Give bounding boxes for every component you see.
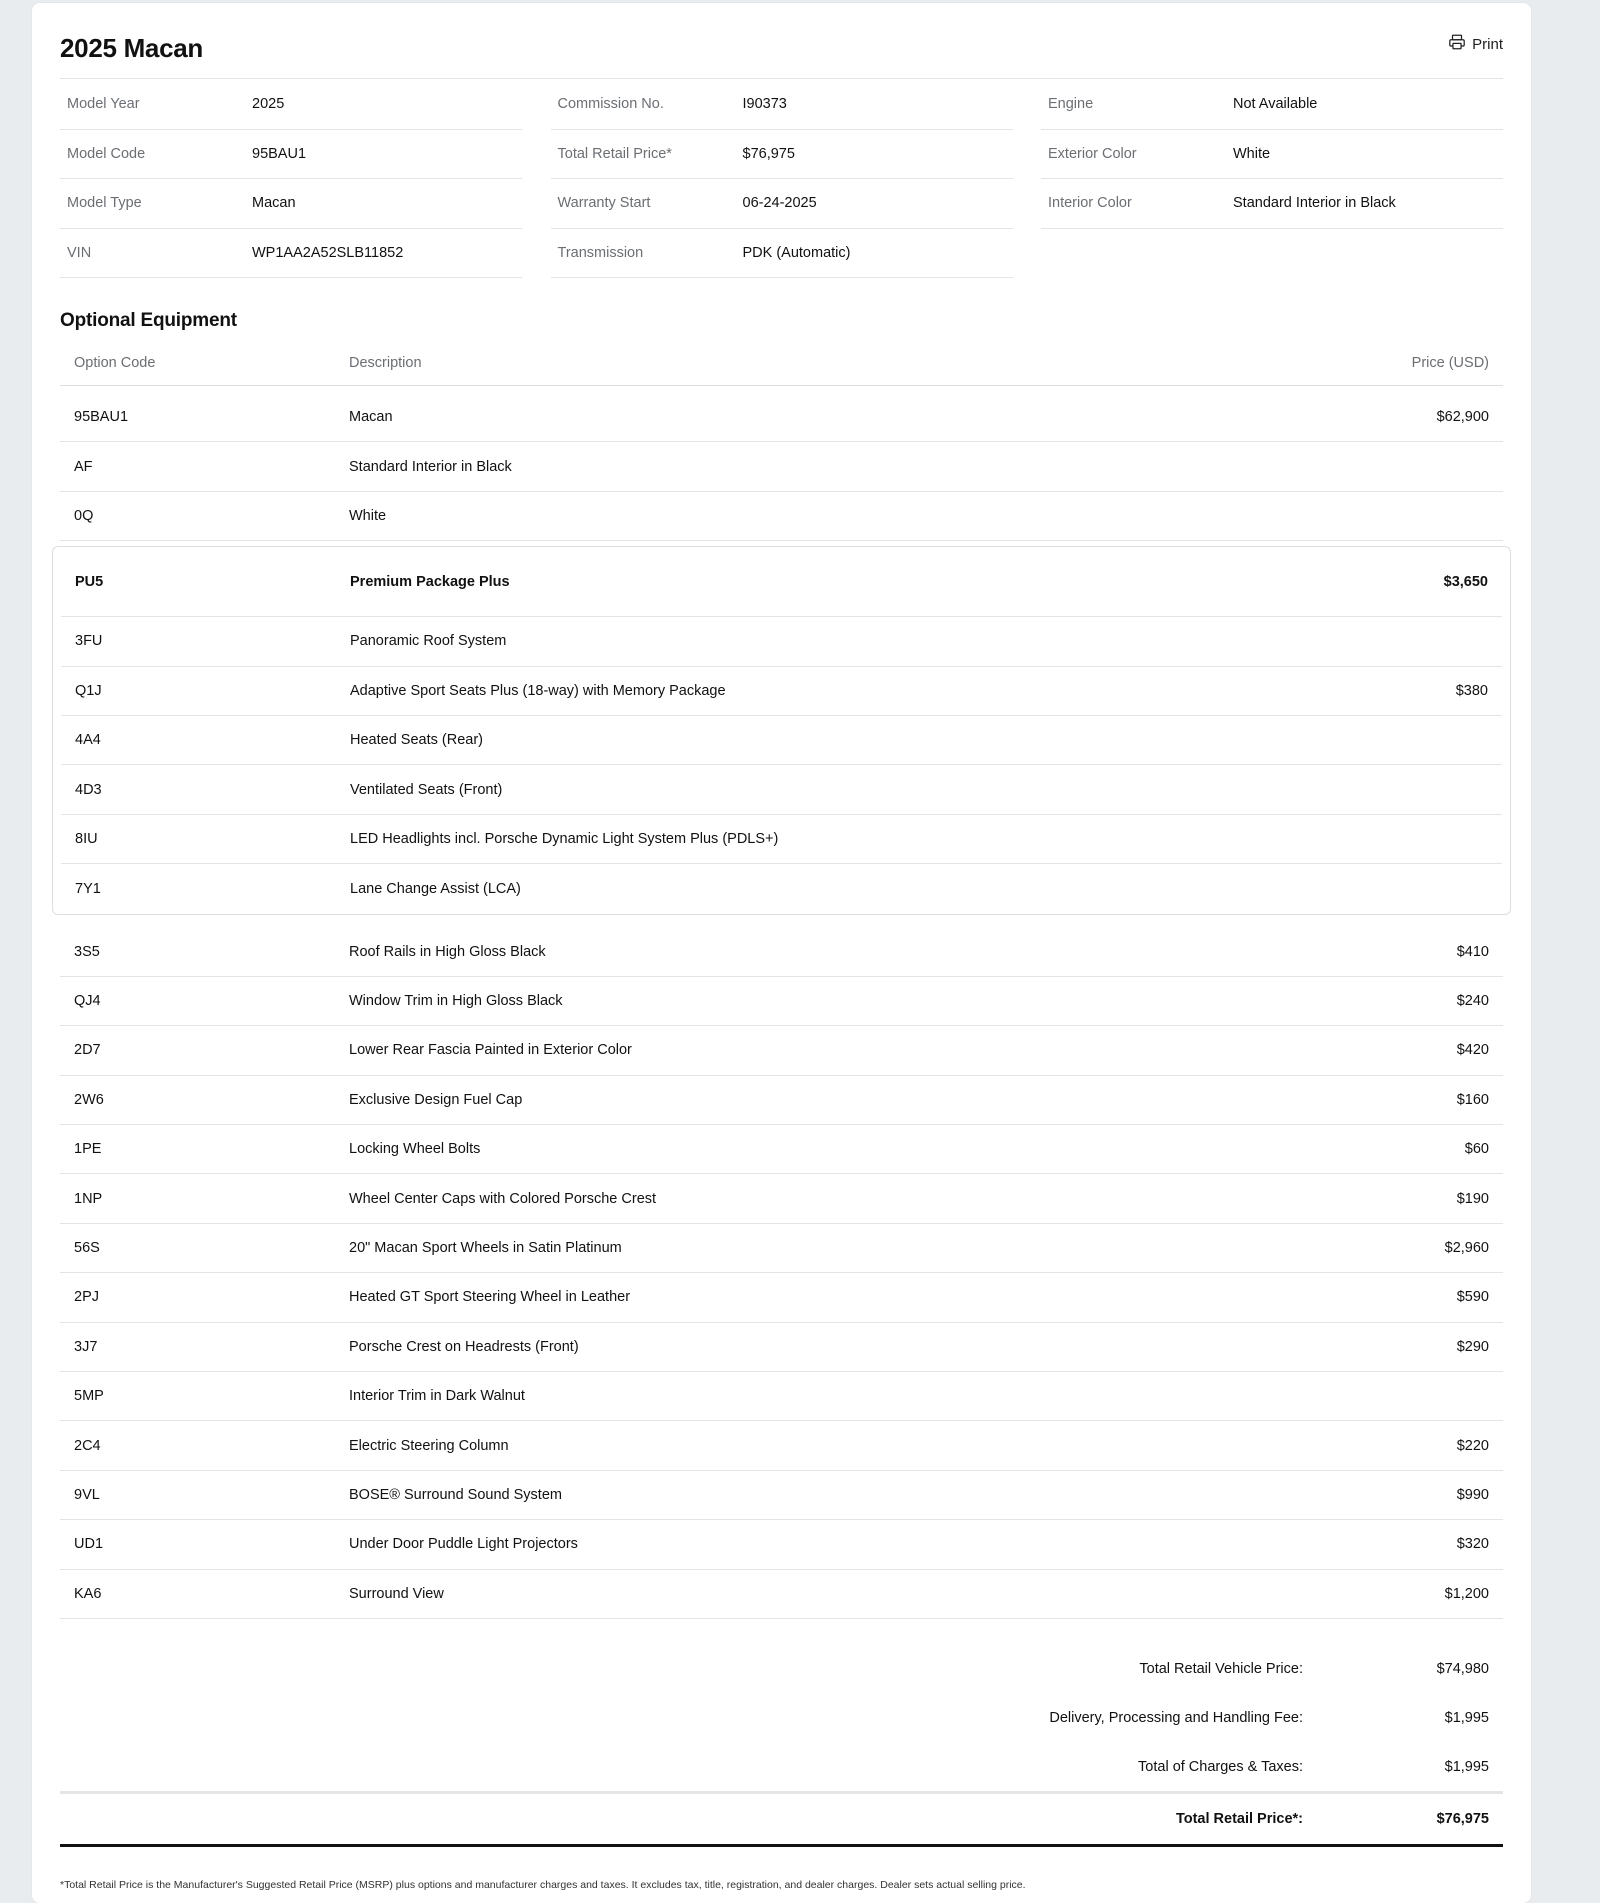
spec-label: Total Retail Price* (557, 145, 672, 162)
spec-row (60, 130, 522, 180)
option-row (60, 1471, 1503, 1520)
spec-column-1 (60, 80, 522, 278)
spec-value: PDK (Automatic) (742, 244, 851, 261)
spec-label: Exterior Color (1048, 145, 1137, 162)
total-value: $1,995 (1444, 1709, 1489, 1726)
option-row (61, 815, 1502, 864)
option-row (60, 1570, 1503, 1619)
option-row (61, 765, 1502, 814)
option-code: 3FU (75, 633, 103, 650)
spec-row (551, 229, 1013, 279)
spec-column-2 (551, 80, 1013, 278)
header-option-code: Option Code (74, 354, 156, 371)
spec-label: Interior Color (1048, 195, 1132, 212)
header-price: Price (USD) (1411, 354, 1489, 371)
option-row (60, 1125, 1503, 1174)
option-price: $190 (1456, 1190, 1489, 1207)
option-code: 3S5 (74, 943, 100, 960)
option-price: $380 (1455, 682, 1488, 699)
option-description: 20" Macan Sport Wheels in Satin Platinum (349, 1240, 622, 1257)
total-row (60, 1693, 1503, 1742)
total-retail-price-value: $76,975 (1436, 1811, 1489, 1827)
option-code: 1PE (74, 1141, 102, 1158)
option-row (60, 442, 1503, 491)
spec-label: Model Code (67, 145, 146, 162)
option-price: $160 (1456, 1091, 1489, 1108)
option-description: LED Headlights incl. Porsche Dynamic Light System Plus (PDLS+) (350, 830, 779, 847)
option-code: Q1J (75, 682, 102, 699)
option-code: 2PJ (74, 1289, 99, 1306)
option-code: 2C4 (74, 1437, 101, 1454)
option-price: $410 (1456, 943, 1489, 960)
spec-label: Model Year (67, 96, 140, 113)
option-code: 95BAU1 (74, 409, 129, 426)
option-description: BOSE® Surround Sound System (349, 1487, 562, 1503)
spec-row (1041, 80, 1503, 130)
option-description: Standard Interior in Black (349, 458, 512, 475)
option-code: QJ4 (74, 993, 101, 1010)
header-divider (60, 78, 1503, 79)
total-bottom-rule (60, 1844, 1503, 1847)
price-totals (60, 1644, 1503, 1847)
option-code: 7Y1 (75, 880, 101, 897)
total-retail-price-row (60, 1794, 1503, 1844)
option-code: 2D7 (74, 1042, 101, 1059)
header-description: Description (349, 354, 422, 371)
option-description: Heated GT Sport Steering Wheel in Leather (349, 1289, 631, 1306)
option-price: $2,960 (1444, 1240, 1489, 1257)
spec-label: Commission No. (557, 96, 664, 113)
option-price: $320 (1456, 1536, 1489, 1553)
option-description: Locking Wheel Bolts (349, 1141, 481, 1158)
spec-value: 06-24-2025 (742, 195, 817, 212)
options-table-header (60, 340, 1503, 386)
option-price: $240 (1456, 993, 1489, 1010)
option-description: Macan (349, 409, 393, 426)
option-row (60, 393, 1503, 442)
spec-value: WP1AA2A52SLB11852 (252, 244, 404, 261)
spec-row (551, 179, 1013, 229)
spec-label: Engine (1048, 96, 1094, 113)
option-code: 1NP (74, 1190, 103, 1207)
option-description: Window Trim in High Gloss Black (349, 993, 563, 1010)
option-description: Wheel Center Caps with Colored Porsche Crest (349, 1190, 657, 1207)
option-price: $1,200 (1444, 1585, 1489, 1602)
option-row (60, 928, 1503, 977)
spec-value: Macan (252, 195, 296, 212)
option-price: $220 (1456, 1437, 1489, 1454)
option-row (60, 1174, 1503, 1223)
spec-row (60, 229, 522, 279)
total-value: $1,995 (1444, 1758, 1489, 1775)
vehicle-details-card (32, 3, 1531, 1903)
option-code: 0Q (74, 507, 94, 524)
option-row (60, 1076, 1503, 1125)
price-footnote: *Total Retail Price is the Manufacturer's Suggested Retail Price (MSRP) plus options and manufacturer charges and taxes. It excludes tax, title, registration, and dealer charges. Dealer sets actual selling price. (60, 1879, 1026, 1891)
option-price: $290 (1456, 1338, 1489, 1355)
total-label: Delivery, Processing and Handling Fee: (1049, 1709, 1303, 1726)
options-table (60, 393, 1503, 1619)
option-code: 2W6 (74, 1091, 104, 1108)
option-code: KA6 (74, 1585, 102, 1602)
option-code: 9VL (74, 1487, 100, 1503)
option-row (61, 617, 1502, 666)
option-description: Panoramic Roof System (350, 633, 507, 650)
spec-label: VIN (67, 244, 92, 261)
option-row (60, 1323, 1503, 1372)
spec-row (1041, 179, 1503, 229)
total-label: Total of Charges & Taxes: (1138, 1758, 1303, 1775)
option-description: Porsche Crest on Headrests (Front) (349, 1338, 579, 1355)
option-code: 56S (74, 1240, 100, 1257)
print-label: Print (1472, 35, 1503, 53)
spec-value: $76,975 (742, 145, 795, 162)
spec-column-3 (1041, 80, 1503, 278)
option-description: Lane Change Assist (LCA) (350, 880, 521, 897)
option-description: Interior Trim in Dark Walnut (349, 1388, 525, 1405)
spec-label: Warranty Start (557, 195, 651, 212)
option-row (60, 492, 1503, 541)
page-title: 2025 Macan (60, 33, 203, 63)
option-row (61, 864, 1502, 913)
option-code: 5MP (74, 1388, 104, 1405)
option-row (60, 1421, 1503, 1470)
spec-row (60, 179, 522, 229)
option-price: $60 (1464, 1141, 1489, 1158)
option-code: 4D3 (75, 781, 102, 798)
option-description: Adaptive Sport Seats Plus (18-way) with Memory Package (350, 682, 726, 699)
total-label: Total Retail Vehicle Price: (1139, 1660, 1303, 1677)
option-row (61, 667, 1502, 716)
option-row (61, 547, 1502, 617)
vehicle-spec-grid (60, 80, 1503, 278)
option-description: Surround View (349, 1585, 444, 1602)
spec-label: Transmission (557, 244, 644, 261)
spec-row (551, 130, 1013, 180)
option-code: 3J7 (74, 1338, 98, 1355)
spec-row (1041, 130, 1503, 180)
spec-label: Model Type (67, 195, 142, 212)
print-button[interactable] (1448, 33, 1503, 55)
totals-rows (60, 1644, 1503, 1791)
option-row (60, 1224, 1503, 1273)
option-row (60, 1273, 1503, 1322)
spec-value: I90373 (742, 96, 787, 113)
option-price: $420 (1456, 1042, 1489, 1059)
option-price: $590 (1456, 1289, 1489, 1306)
option-row (60, 977, 1503, 1026)
spec-row (551, 80, 1013, 130)
option-price: $62,900 (1436, 409, 1489, 426)
option-description: Premium Package Plus (350, 573, 510, 590)
option-price: $3,650 (1443, 573, 1488, 590)
optional-equipment-title: Optional Equipment (60, 310, 237, 331)
option-code: AF (74, 458, 93, 475)
option-code: PU5 (75, 573, 104, 590)
spec-value: White (1233, 145, 1271, 162)
option-row (61, 716, 1502, 765)
printer-icon (1448, 33, 1466, 55)
option-code: 8IU (75, 830, 98, 847)
option-description: Under Door Puddle Light Projectors (349, 1536, 578, 1553)
option-description: White (349, 507, 387, 524)
total-row (60, 1644, 1503, 1693)
spec-value: Standard Interior in Black (1233, 195, 1396, 212)
option-description: Electric Steering Column (349, 1437, 509, 1454)
total-value: $74,980 (1436, 1660, 1489, 1677)
option-code: 4A4 (75, 732, 101, 749)
spec-value: 95BAU1 (252, 145, 307, 162)
option-description: Heated Seats (Rear) (350, 732, 483, 749)
option-description: Lower Rear Fascia Painted in Exterior Color (349, 1042, 632, 1059)
total-retail-price-label: Total Retail Price*: (1175, 1811, 1303, 1827)
option-description: Exclusive Design Fuel Cap (349, 1091, 523, 1108)
spec-value: 2025 (252, 96, 285, 113)
total-row (60, 1742, 1503, 1791)
option-code: UD1 (74, 1536, 104, 1553)
premium-package-group (52, 546, 1511, 914)
option-row (60, 1026, 1503, 1075)
option-row (60, 1372, 1503, 1421)
spec-row (60, 80, 522, 130)
spec-value: Not Available (1233, 96, 1318, 113)
option-description: Roof Rails in High Gloss Black (349, 943, 546, 960)
option-price: $990 (1456, 1487, 1489, 1503)
option-row (60, 1520, 1503, 1569)
option-description: Ventilated Seats (Front) (350, 781, 503, 798)
